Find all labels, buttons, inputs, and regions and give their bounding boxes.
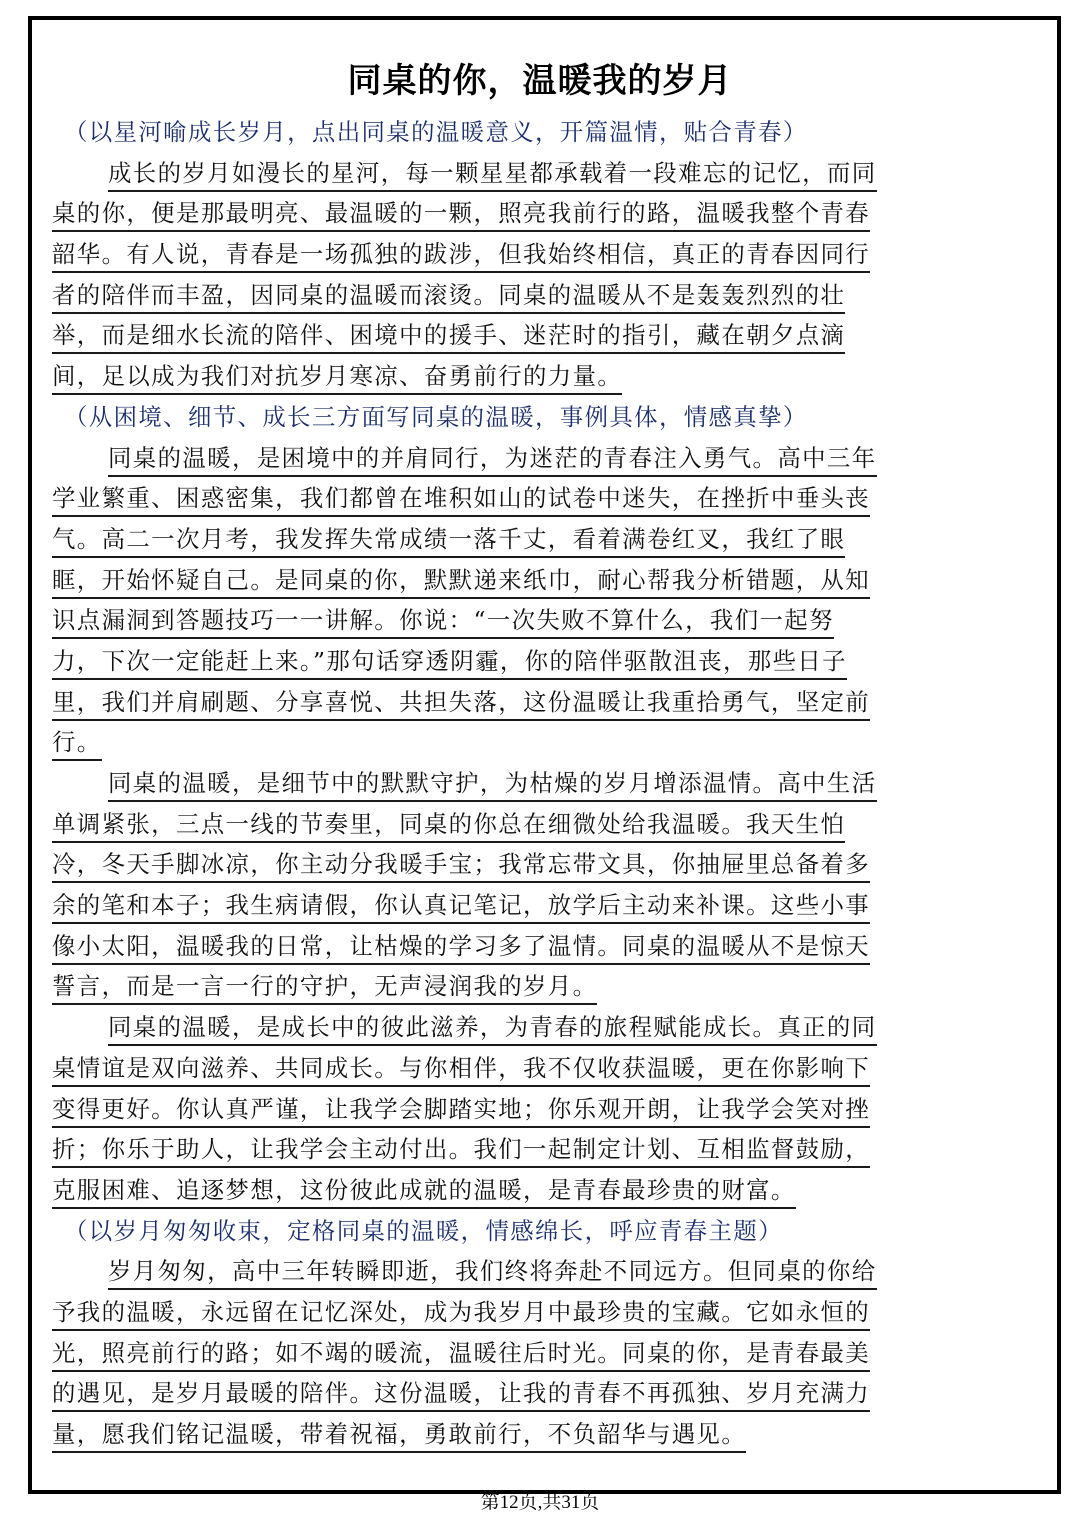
underlined-text: 里，我们并肩刷题、分享喜悦、共担失落，这份温暖让我重拾勇气，坚定前 <box>52 685 870 721</box>
annotation-line: （以星河喻成长岁月，点出同桌的温暖意义，开篇温情，贴合青春） <box>64 118 808 146</box>
page-number: 第12页,共31页 <box>480 1492 600 1513</box>
essay-line <box>52 478 1012 519</box>
underlined-text: 间，足以成为我们对抗岁月寒凉、奋勇前行的力量。 <box>52 359 622 395</box>
annotation-line: （从困境、细节、成长三方面写同桌的温暖，事例具体，情感真挚） <box>64 402 808 431</box>
underlined-text: 韶华。有人说，青春是一场孤独的跋涉，但我始终相信，真正的青春因同行 <box>52 237 870 273</box>
essay-line <box>52 1373 1012 1414</box>
underlined-text: 的遇见，是岁月最暖的陪伴。这份温暖，让我的青春不再孤独、岁月充满力 <box>52 1376 870 1412</box>
essay-line <box>52 1333 1012 1374</box>
underlined-text: 岁月匆匆，高中三年转瞬即逝，我们终将奔赴不同远方。但同桌的你给 <box>108 1254 877 1290</box>
underlined-text: 桌的你，便是那最明亮、最温暖的一颗，照亮我前行的路，温暖我整个青春 <box>52 196 870 232</box>
essay-line <box>52 804 1012 845</box>
essay-line <box>52 885 1012 926</box>
essay-line <box>52 1007 1012 1048</box>
essay-line <box>52 275 1012 316</box>
underlined-text: 克服困难、追逐梦想，这份彼此成就的温暖，是青春最珍贵的财富。 <box>52 1173 796 1209</box>
underlined-text: 像小太阳，温暖我的日常，让枯燥的学习多了温情。同桌的温暖从不是惊天 <box>52 929 870 965</box>
essay-line <box>52 1089 1012 1130</box>
underlined-text: 同桌的温暖，是成长中的彼此滋养，为青春的旅程赋能成长。真正的同 <box>108 1010 877 1046</box>
underlined-text: 冷，冬天手脚冰凉，你主动分我暖手宝；我常忘带文具，你抽屉里总备着多 <box>52 847 870 883</box>
essay-line <box>52 234 1012 275</box>
underlined-text: 折；你乐于助人，让我学会主动付出。我们一起制定计划、互相监督鼓励， <box>52 1132 870 1168</box>
essay-body <box>52 112 1012 1455</box>
underlined-text: 力，下次一定能赶上来。”那句话穿透阴霾，你的陪伴驱散沮丧，那些日子 <box>52 644 847 680</box>
essay-line <box>52 438 1012 479</box>
underlined-text: 举，而是细水长流的陪伴、困境中的援手、迷茫时的指引，藏在朝夕点滴 <box>52 318 845 354</box>
underlined-text: 气。高二一次月考，我发挥失常成绩一落千丈，看着满卷红叉，我红了眼 <box>52 522 845 558</box>
annotation-line: （以岁月匆匆收束，定格同桌的温暖，情感绵长，呼应青春主题） <box>64 1216 783 1245</box>
underlined-text: 同桌的温暖，是细节中的默默守护，为枯燥的岁月增添温情。高中生活 <box>108 766 877 802</box>
underlined-text: 成长的岁月如漫长的星河，每一颗星星都承载着一段难忘的记忆，而同 <box>108 156 877 192</box>
underlined-text: 余的笔和本子；我生病请假，你认真记笔记，放学后主动来补课。这些小事 <box>52 888 870 924</box>
essay-line <box>52 844 1012 885</box>
essay-line <box>52 356 1012 397</box>
essay-line <box>52 641 1012 682</box>
essay-line <box>52 600 1012 641</box>
essay-line <box>52 722 1012 763</box>
underlined-text: 者的陪伴而丰盈，因同桌的温暖而滚烫。同桌的温暖从不是轰轰烈烈的壮 <box>52 278 845 314</box>
essay-line <box>52 1414 1012 1455</box>
essay-line <box>52 966 1012 1007</box>
essay-line <box>52 1292 1012 1333</box>
underlined-text: 变得更好。你认真严谨，让我学会脚踏实地；你乐观开朗，让我学会笑对挫 <box>52 1092 870 1128</box>
essay-line <box>52 926 1012 967</box>
underlined-text: 誓言，而是一言一行的守护，无声浸润我的岁月。 <box>52 969 597 1005</box>
underlined-text: 行。 <box>52 725 102 761</box>
underlined-text: 同桌的温暖，是困境中的并肩同行，为迷茫的青春注入勇气。高中三年 <box>108 441 877 477</box>
essay-line <box>52 519 1012 560</box>
underlined-text: 单调紧张，三点一线的节奏里，同桌的你总在细微处给我温暖。我天生怕 <box>52 807 845 843</box>
essay-line <box>52 560 1012 601</box>
essay-line <box>52 1048 1012 1089</box>
underlined-text: 识点漏洞到答题技巧一一讲解。你说：“一次失败不算什么，我们一起努 <box>52 603 834 639</box>
essay-line <box>52 1170 1012 1211</box>
essay-line <box>52 315 1012 356</box>
underlined-text: 学业繁重、困惑密集，我们都曾在堆积如山的试卷中迷失，在挫折中垂头丧 <box>52 481 870 517</box>
underlined-text: 光，照亮前行的路；如不竭的暖流，温暖往后时光。同桌的你，是青春最美 <box>52 1336 870 1372</box>
underlined-text: 桌情谊是双向滋养、共同成长。与你相伴，我不仅收获温暖，更在你影响下 <box>52 1051 870 1087</box>
essay-line <box>52 763 1012 804</box>
essay-line <box>52 682 1012 723</box>
essay-line <box>52 1251 1012 1292</box>
underlined-text: 量，愿我们铭记温暖，带着祝福，勇敢前行，不负韶华与遇见。 <box>52 1417 746 1453</box>
underlined-text: 予我的温暖，永远留在记忆深处，成为我岁月中最珍贵的宝藏。它如永恒的 <box>52 1295 870 1331</box>
essay-line <box>52 1129 1012 1170</box>
underlined-text: 眶，开始怀疑自己。是同桌的你，默默递来纸巾，耐心帮我分析错题，从知 <box>52 563 870 599</box>
essay-line <box>52 153 1012 194</box>
essay-title: 同桌的你，温暖我的岁月 <box>347 61 733 101</box>
essay-line <box>52 193 1012 234</box>
